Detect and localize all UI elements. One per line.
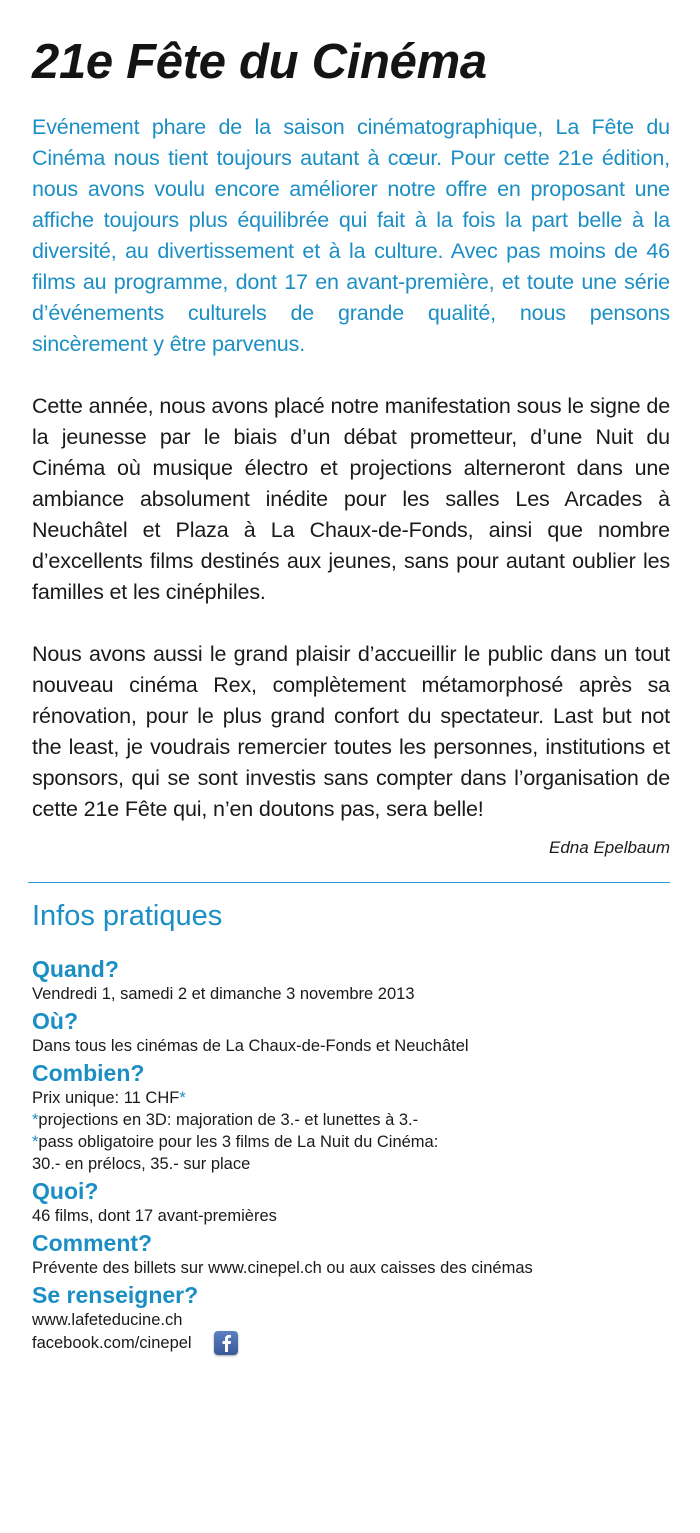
footnote-star: *: [179, 1089, 186, 1107]
signature: Edna Epelbaum: [549, 838, 670, 857]
info-quand: [32, 955, 670, 1005]
note-pass-prices: 30.- en prélocs, 35.- sur place: [32, 1155, 251, 1173]
info-renseigner: [32, 1281, 670, 1355]
note-3d-text: projections en 3D: majoration de 3.- et lunettes à 3.-: [38, 1111, 419, 1129]
info-combien: [32, 1059, 670, 1175]
note-3d-line: [32, 1109, 670, 1131]
comment-title: Comment?: [32, 1230, 153, 1256]
footnote-star: *: [32, 1133, 39, 1151]
info-list: [32, 955, 670, 1355]
body-paragraph-3: Nous avons aussi le grand plaisir d’accueillir le public dans un tout nouveau cinéma Rex, complètement métamorphosé après sa rénovation, pour le plus grand confort du spectateur. Last but not the least, je voudrais remercier toutes les personnes, institutions et sponsors, qui se sont investis sans compter dans l’organisation de cette 21e Fête qui, n’en doutons pas, sera belle!: [32, 642, 670, 821]
ou-title: Où?: [32, 1008, 78, 1034]
info-ou: [32, 1007, 670, 1057]
quand-text: Vendredi 1, samedi 2 et dimanche 3 novembre 2013: [32, 985, 415, 1003]
page-title: 21e Fête du Cinéma: [32, 35, 487, 89]
ou-text: Dans tous les cinémas de La Chaux-de-Fonds et Neuchâtel: [32, 1037, 469, 1055]
facebook-icon[interactable]: [214, 1331, 238, 1355]
price-line: [32, 1087, 670, 1109]
quoi-text: 46 films, dont 17 avant-premières: [32, 1207, 277, 1225]
facebook-link[interactable]: facebook.com/cinepel: [32, 1334, 192, 1352]
footnote-star: *: [32, 1111, 39, 1129]
website-link[interactable]: www.lafeteducine.ch: [32, 1311, 183, 1329]
info-quoi: [32, 1177, 670, 1227]
comment-text: Prévente des billets sur www.cinepel.ch ou aux caisses des cinémas: [32, 1259, 533, 1277]
price-text: Prix unique: 11 CHF: [32, 1089, 180, 1107]
quand-title: Quand?: [32, 956, 119, 982]
divider: [28, 882, 670, 883]
intro-paragraph: Evénement phare de la saison cinématographique, La Fête du Cinéma nous tient toujours autant à cœur. Pour cette 21e édition, nous avons voulu encore améliorer notre offre en proposant une affiche toujours plus équilibrée qui fait à la fois la part belle à la diversité, au divertissement et à la culture. Avec pas moins de 46 films au programme, dont 17 en avant-première, et toute une série d’événements culturels de grande qualité, nous pensons sincèrement y être parvenus.: [32, 115, 670, 356]
combien-title: Combien?: [32, 1060, 145, 1086]
facebook-row: [32, 1331, 670, 1355]
info-comment: [32, 1229, 670, 1279]
quoi-title: Quoi?: [32, 1178, 99, 1204]
note-pass-line: [32, 1131, 670, 1153]
note-pass-text: pass obligatoire pour les 3 films de La Nuit du Cinéma:: [38, 1133, 439, 1151]
renseigner-title: Se renseigner?: [32, 1282, 199, 1308]
facebook-glyph: [219, 1334, 233, 1352]
info-heading: Infos pratiques: [32, 900, 223, 932]
body-paragraph-2: Cette année, nous avons placé notre manifestation sous le signe de la jeunesse par le biais d’un débat prometteur, d’une Nuit du Cinéma où musique électro et projections alterneront dans une ambiance absolument inédite pour les salles Les Arcades à Neuchâtel et Plaza à La Chaux-de-Fonds, ainsi que nombre d’excellents films destinés aux jeunes, sans pour autant oublier les familles et les cinéphiles.: [32, 394, 670, 604]
